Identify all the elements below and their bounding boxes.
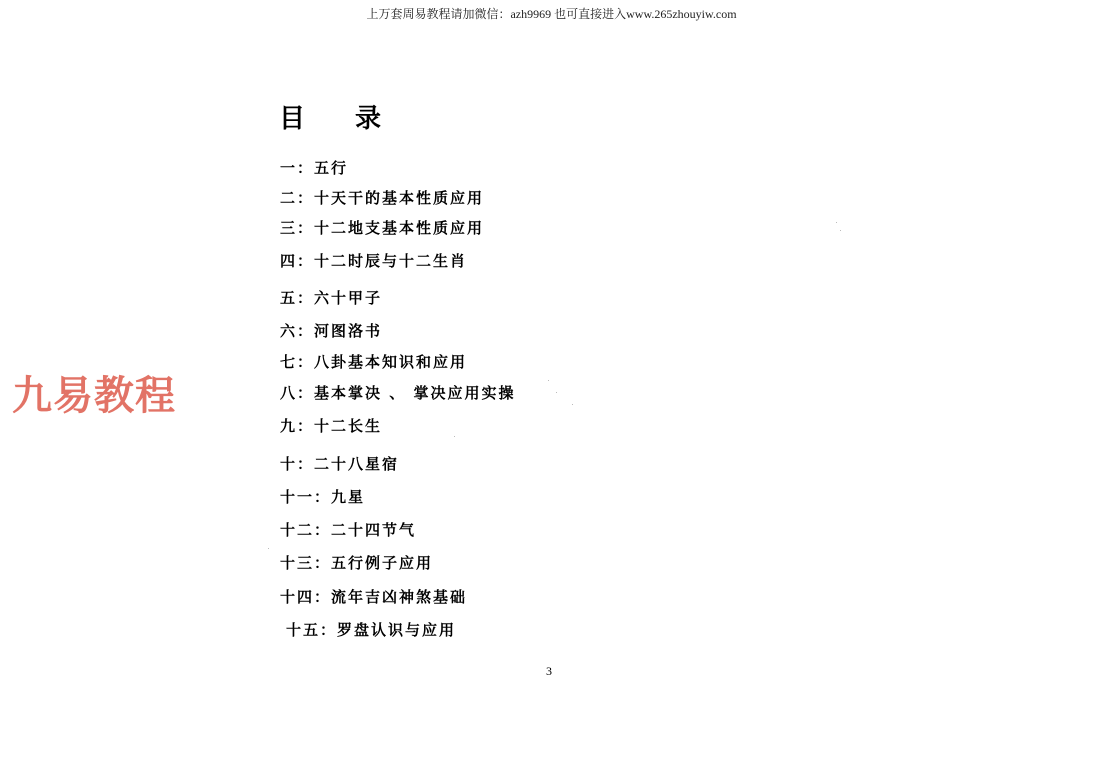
- scan-speck: [836, 222, 837, 223]
- page-header-notice: 上万套周易教程请加微信：azh9969 也可直接进入www.265zhouyiw.com: [366, 7, 737, 21]
- scan-speck: [548, 380, 549, 381]
- toc-item-9: 九：十二长生: [280, 417, 383, 435]
- toc-item-6: 六：河图洛书: [280, 322, 383, 340]
- toc-title: 目录: [279, 104, 432, 134]
- toc-item-7: 七：八卦基本知识和应用: [280, 353, 468, 371]
- toc-item-13: 十三：五行例子应用: [280, 554, 434, 572]
- scan-speck: [454, 436, 455, 437]
- toc-item-10: 十：二十八星宿: [280, 455, 400, 473]
- toc-item-14: 十四：流年吉凶神煞基础: [280, 588, 468, 606]
- toc-item-15: 十五：罗盘认识与应用: [286, 621, 457, 639]
- toc-item-11: 十一：九星: [280, 488, 366, 506]
- toc-item-2: 二：十天干的基本性质应用: [280, 189, 485, 207]
- scan-speck: [840, 230, 841, 231]
- scan-speck: [556, 392, 557, 393]
- page-number: 3: [546, 664, 552, 678]
- toc-item-5: 五：六十甲子: [280, 289, 383, 307]
- toc-item-1: 一：五行: [280, 159, 349, 177]
- watermark-logo: 九易教程: [12, 373, 176, 419]
- toc-item-3: 三：十二地支基本性质应用: [280, 219, 485, 237]
- toc-item-8: 八：基本掌决 、 掌决应用实操: [280, 384, 516, 402]
- scan-speck: [572, 404, 573, 405]
- scan-speck: [268, 548, 269, 549]
- toc-item-12: 十二：二十四节气: [280, 521, 417, 539]
- toc-item-4: 四：十二时辰与十二生肖: [280, 252, 468, 270]
